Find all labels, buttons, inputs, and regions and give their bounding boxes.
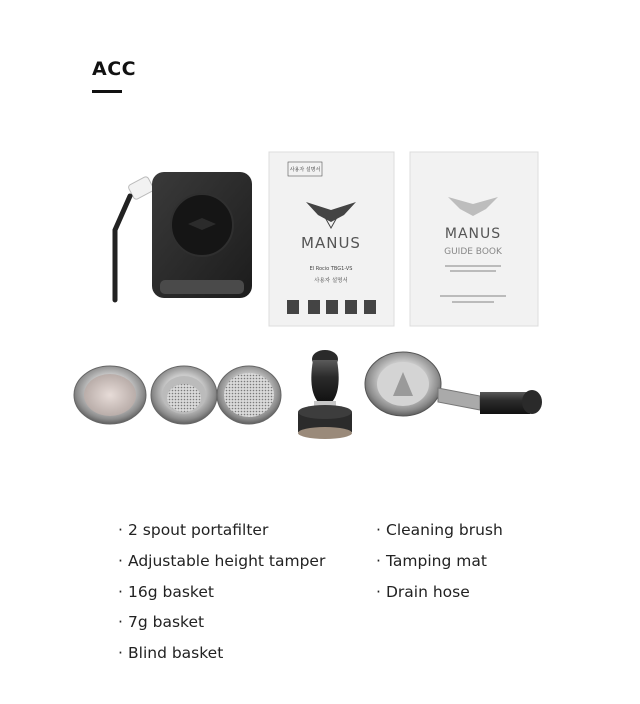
portafilter-image xyxy=(365,352,542,416)
user-manual-booklet xyxy=(269,152,394,326)
bullet: · xyxy=(118,644,123,663)
bullet: · xyxy=(118,582,123,601)
booklet-1-subtitle: 사용자 설명서 xyxy=(314,278,348,284)
booklet-1-model: El Rocio TBG1-VS xyxy=(309,266,353,272)
bullet: · xyxy=(376,551,381,570)
list-item-label: 2 spout portafilter xyxy=(128,521,269,539)
tamper-image xyxy=(298,350,352,439)
accessory-list-right xyxy=(376,515,503,607)
list-item xyxy=(118,546,325,577)
list-item xyxy=(118,515,325,546)
bullet: · xyxy=(376,521,381,539)
booklet-2-brand: MANUS xyxy=(444,226,502,242)
bullet: · xyxy=(118,613,123,632)
list-item-label: Tamping mat xyxy=(386,551,487,570)
section-title: ACC xyxy=(92,58,137,80)
list-item xyxy=(376,577,503,608)
list-item-label: Blind basket xyxy=(128,644,224,663)
booklet-2-subtitle: GUIDE BOOK xyxy=(444,247,502,257)
list-item xyxy=(118,577,325,608)
7g-basket-image xyxy=(151,366,217,424)
16g-basket-image xyxy=(217,366,281,424)
list-item-label: Adjustable height tamper xyxy=(128,551,326,570)
list-item-label: 16g basket xyxy=(128,582,214,601)
guide-book-booklet xyxy=(410,152,538,326)
bullet: · xyxy=(118,521,123,539)
accessories-photo xyxy=(60,140,580,460)
list-item xyxy=(118,607,325,638)
accessory-list-left xyxy=(118,515,325,669)
list-item-label: 7g basket xyxy=(128,613,205,632)
list-item xyxy=(118,638,325,669)
list-item xyxy=(376,515,503,546)
booklet-1-tag: 사용자 설명서 xyxy=(289,167,321,173)
bullet: · xyxy=(118,551,123,570)
blind-basket-image xyxy=(74,366,146,424)
title-underline xyxy=(92,90,122,93)
tamping-mat-image xyxy=(152,172,252,298)
list-item xyxy=(376,546,503,577)
list-item-label: Drain hose xyxy=(386,582,470,601)
list-item-label: Cleaning brush xyxy=(386,521,503,539)
cleaning-brush-image xyxy=(115,176,154,300)
bullet: · xyxy=(376,582,381,601)
booklet-1-brand: MANUS xyxy=(301,234,361,252)
